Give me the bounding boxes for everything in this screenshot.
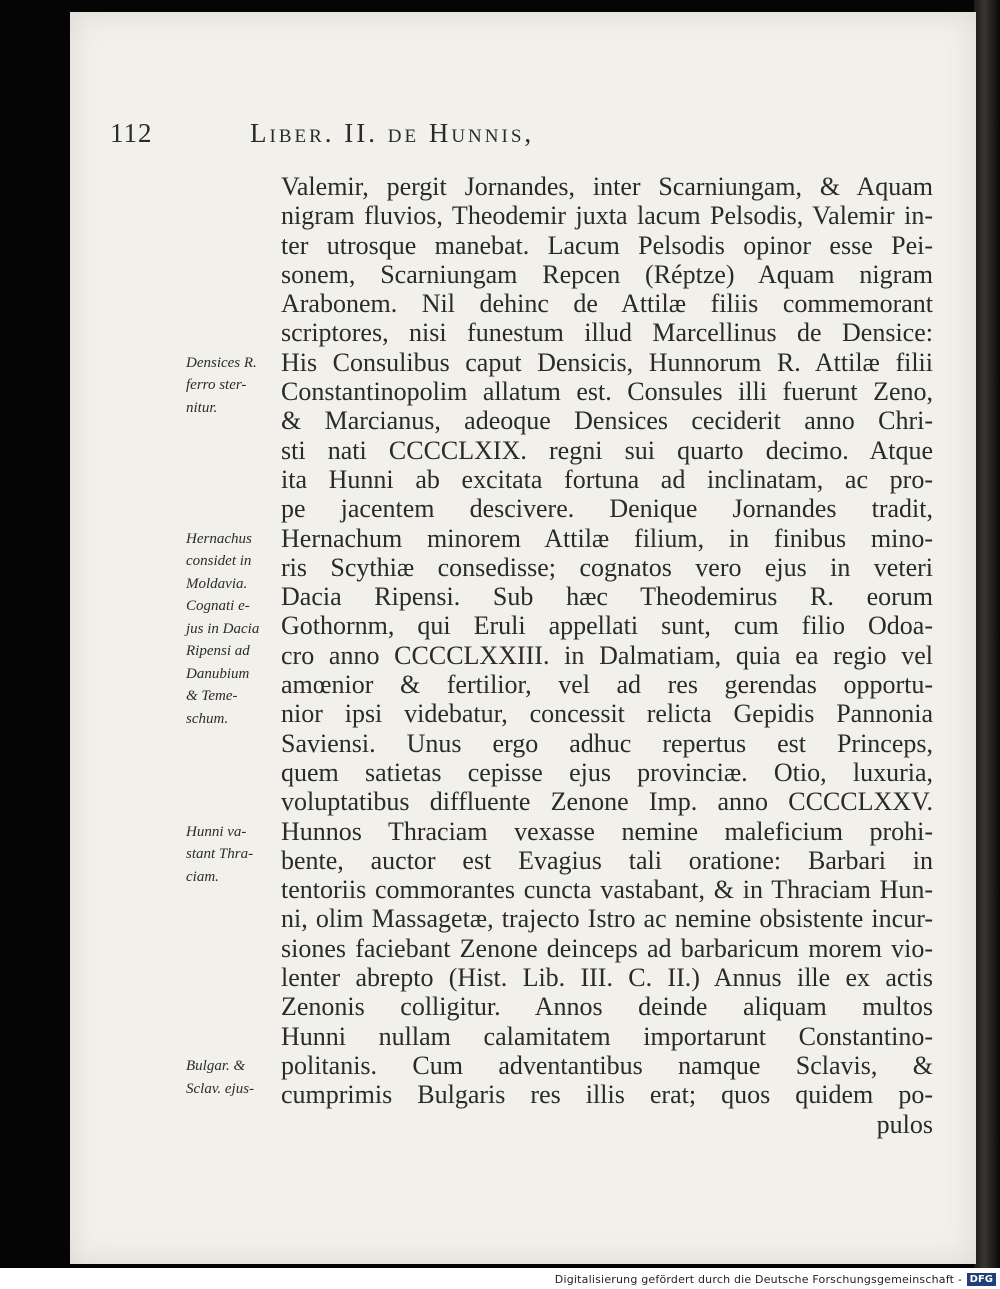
text-line: cro anno CCCCLXXIII. in Dalmatiam, quia ea regio vel	[281, 640, 933, 670]
text-line: ter utrosque manebat. Lacum Pelsodis opinor esse Pei-	[281, 230, 933, 260]
margin-note-line: Densices R.	[186, 354, 257, 371]
book-edge	[974, 0, 1000, 1268]
margin-note-line: Cognati e-	[186, 598, 250, 615]
text-line: ita Hunni ab excitata fortuna ad inclinatam, ac pro-	[281, 464, 933, 494]
text-line: politanis. Cum adventantibus namque Sclavis, &	[281, 1050, 933, 1080]
margin-note-hunni	[186, 821, 278, 889]
margin-note-line: Moldavia.	[186, 575, 248, 592]
text-line: bente, auctor est Evagius tali oratione: Barbari in	[281, 845, 933, 875]
text-line: voluptatibus diffluente Zenone Imp. anno CCCCLXXV.	[281, 787, 933, 817]
margin-note-line: jus in Dacia	[186, 620, 260, 637]
body-text	[281, 172, 933, 1139]
text-line: siones faciebant Zenone deinceps ad barbaricum morem vio-	[281, 933, 933, 963]
text-line: Saviensi. Unus ergo adhuc repertus est Princeps,	[281, 728, 933, 758]
margin-note-line: considet in	[186, 553, 252, 570]
margin-note-bulgar	[186, 1055, 278, 1100]
text-line: ni, olim Massagetæ, trajecto Istro ac nemine obsistente incur-	[281, 904, 933, 934]
text-line: sonem, Scarniungam Repcen (Réptze) Aquam nigram	[281, 259, 933, 289]
text-line: Hunnos Thraciam vexasse nemine maleficium prohi-	[281, 816, 933, 846]
text-line: pe jacentem descivere. Denique Jornandes tradit,	[281, 494, 933, 524]
margin-note-hernachus	[186, 528, 278, 731]
margin-note-line: Danubium	[186, 665, 250, 682]
text-line: Arabonem. Nil dehinc de Attilæ filiis commemorant	[281, 289, 933, 319]
margin-note-line: Bulgar. &	[186, 1058, 246, 1074]
margin-note-line: schum.	[186, 710, 229, 727]
text-line: His Consulibus caput Densicis, Hunnorum R. Attilæ filii	[281, 347, 933, 377]
margin-note-line: Sclav. ejus-	[186, 1080, 255, 1097]
text-line: amœnior & fertilior, vel ad res gerendas opportu-	[281, 670, 933, 700]
margin-note-line: ciam.	[186, 868, 219, 885]
footer-bar	[0, 1270, 1000, 1289]
text-line: & Marcianus, adeoque Densices ceciderit anno Chri-	[281, 406, 933, 436]
text-line: nigram fluvios, Theodemir juxta lacum Pelsodis, Valemir in-	[281, 201, 933, 231]
text-line: Valemir, pergit Jornandes, inter Scarniungam, & Aquam	[281, 172, 933, 201]
text-line: pulos	[876, 1109, 933, 1139]
margin-note-line: nitur.	[186, 399, 218, 416]
text-line: ris Scythiæ consedisse; cognatos vero ejus in veteri	[281, 552, 933, 582]
margin-note-densices	[186, 352, 278, 420]
text-line: nior ipsi videbatur, concessit relicta Gepidis Pannonia	[281, 699, 933, 729]
text-line: Hunni nullam calamitatem importarunt Constantino-	[281, 1021, 933, 1051]
dfg-logo: DFG	[967, 1273, 996, 1286]
page-header	[110, 118, 870, 158]
margin-note-line: Hernachus	[186, 530, 252, 547]
running-title: Liber. II. de Hunnis,	[250, 118, 535, 148]
text-line: tentoriis commorantes cuncta vastabant, & in Thraciam Hun-	[281, 875, 933, 905]
text-line: Hernachum minorem Attilæ filium, in finibus mino-	[281, 523, 933, 553]
text-line: Gothornm, qui Eruli appellati sunt, cum filio Odoa-	[281, 611, 933, 641]
text-line: cumprimis Bulgaris res illis erat; quos quidem po-	[281, 1080, 933, 1110]
margin-note-line: stant Thra-	[186, 846, 254, 863]
margin-note-line: ferro ster-	[186, 377, 247, 394]
text-line: quem satietas cepisse ejus provinciæ. Otio, luxuria,	[281, 757, 933, 787]
page-number: 112	[110, 118, 153, 148]
text-line: sti nati CCCCLXIX. regni sui quarto decimo. Atque	[281, 435, 933, 465]
text-line: scriptores, nisi funestum illud Marcellinus de Densice:	[281, 318, 933, 348]
text-line: Zenonis colligitur. Annos deinde aliquam multos	[281, 992, 933, 1022]
margin-note-line: Ripensi ad	[186, 643, 250, 660]
text-line: Constantinopolim allatum est. Consules illi fuerunt Zeno,	[281, 377, 933, 407]
margin-note-line: Hunni va-	[186, 823, 247, 840]
text-line: lenter abrepto (Hist. Lib. III. C. II.) Annus ille ex actis	[281, 963, 933, 993]
margin-note-line: & Teme-	[186, 688, 238, 705]
dfg-credit: Digitalisierung gefördert durch die Deutsche Forschungsgemeinschaft -	[554, 1273, 962, 1286]
text-line: Dacia Ripensi. Sub hæc Theodemirus R. eorum	[281, 582, 933, 612]
